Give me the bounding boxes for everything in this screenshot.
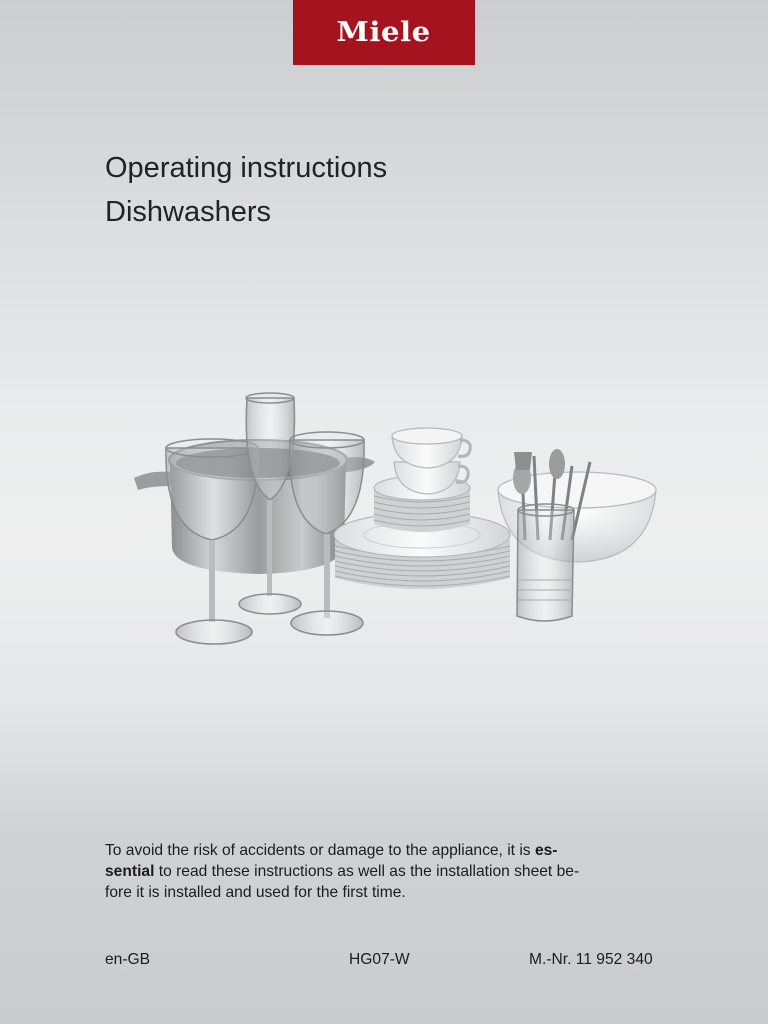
title-line-dishwashers: Dishwashers [105,196,271,228]
notice-text-start: To avoid the risk of accidents or damage to the appliance, it is [105,842,535,859]
logo-wordmark: Miele [336,17,432,48]
model-code: HG07-W [349,951,410,968]
title-line-operating-instructions: Operating instructions [105,152,388,184]
notice-emphasis: es- sential [105,842,558,880]
material-number: M.-Nr. 11 952 340 [529,951,653,968]
language-code: en-GB [105,951,151,968]
notice-text-end: to read these instructions as well as the installation sheet be- fore it is installed and used for the first time. [105,863,580,901]
safety-notice [105,840,665,903]
